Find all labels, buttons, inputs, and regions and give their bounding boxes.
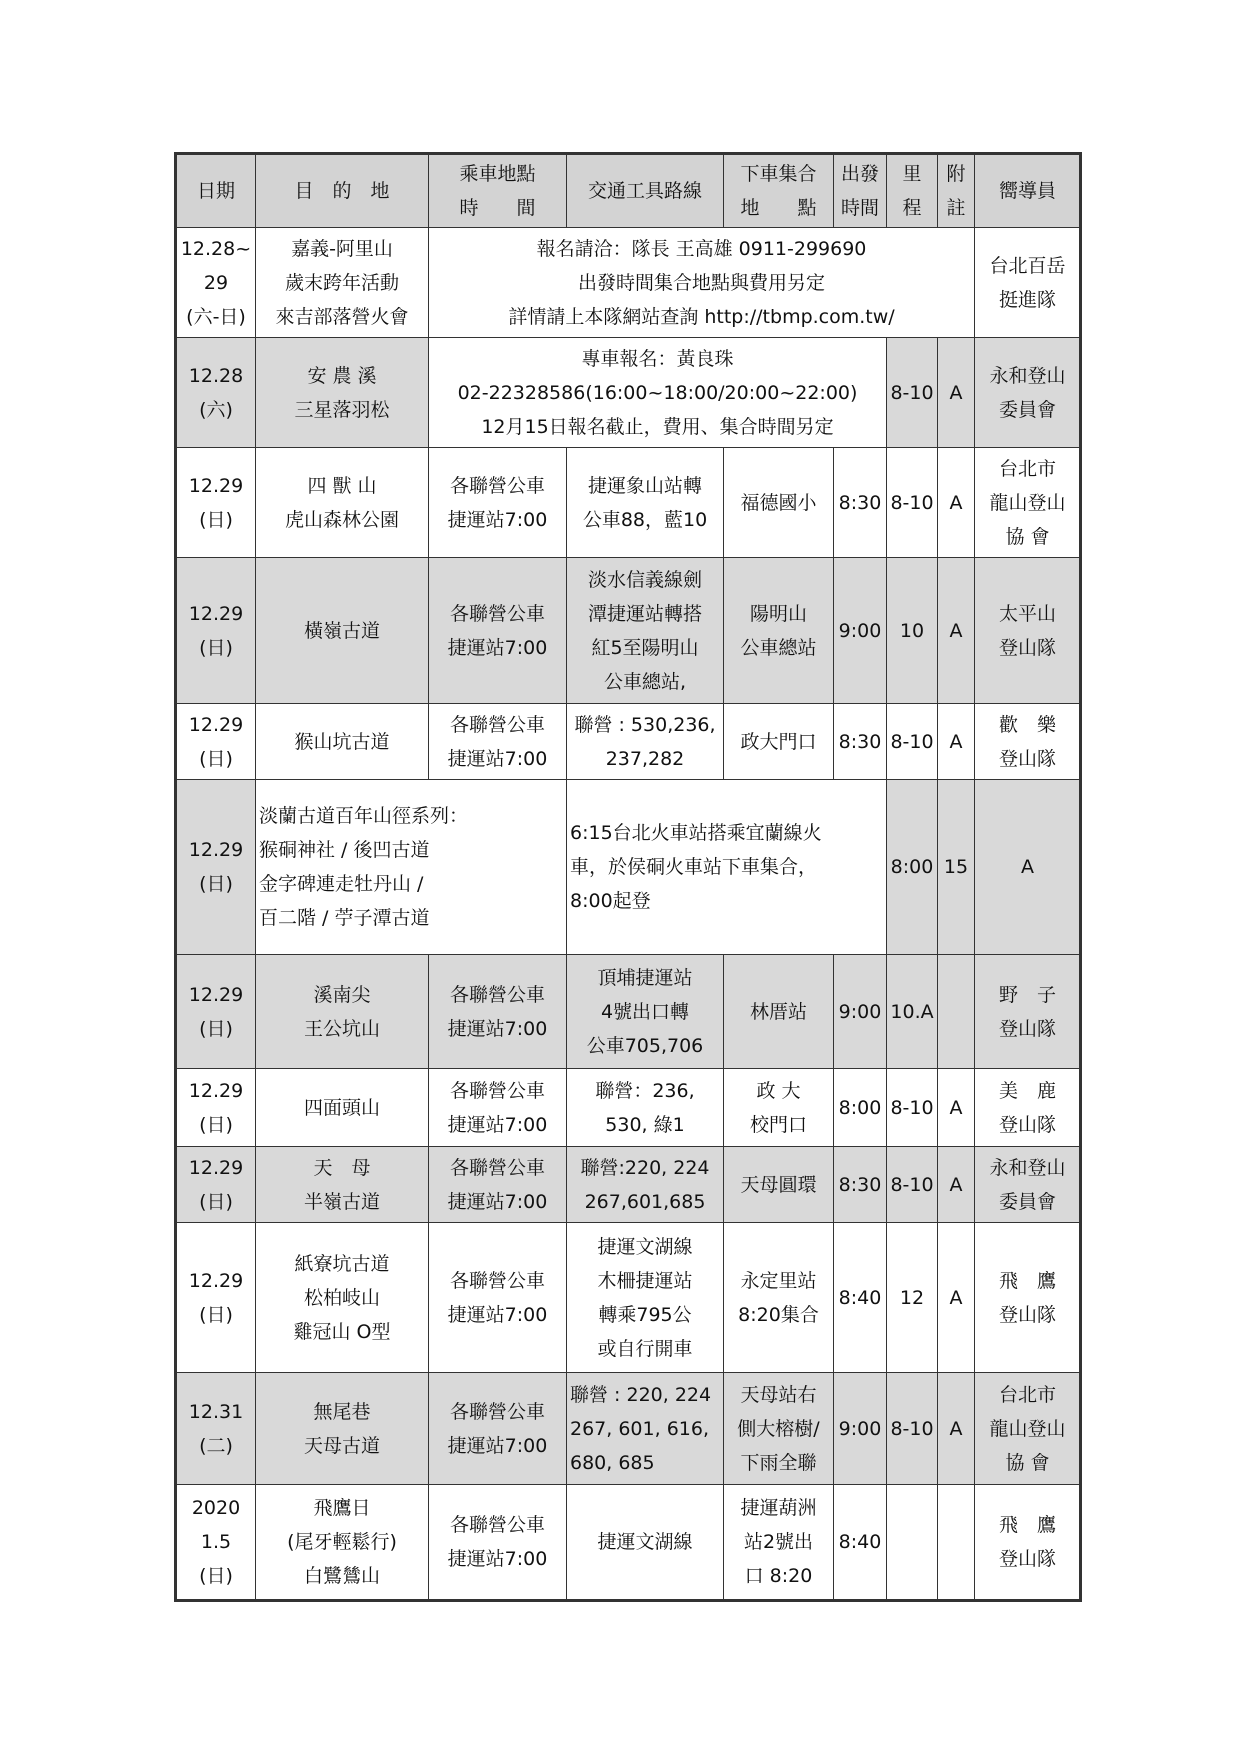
note-cell [938,955,975,1069]
note-cell: A [975,780,1081,955]
date-cell: 12.29 (日) [176,955,256,1069]
header-destination: 目 的 地 [256,154,429,228]
distance-cell [887,1485,938,1601]
note-cell: A [938,558,975,704]
distance-cell: 8-10 [887,338,938,448]
guide-cell: 永和登山 委員會 [975,338,1081,448]
destination-cell: 飛鷹日 (尾牙輕鬆行) 白鷺鷥山 [256,1485,429,1601]
departure-cell: 9:00 [834,558,887,704]
schedule-table [174,152,1082,1602]
departure-cell: 8:30 [834,704,887,780]
guide-cell: 太平山 登山隊 [975,558,1081,704]
destination-cell: 天 母 半嶺古道 [256,1147,429,1223]
route-cell: 捷運文湖線 [567,1485,724,1601]
table-row [176,1373,1081,1485]
distance-cell: 8-10 [887,1147,938,1223]
departure-cell: 8:30 [834,448,887,558]
guide-cell: 永和登山 委員會 [975,1147,1081,1223]
guide-cell: 台北市 龍山登山 協 會 [975,1373,1081,1485]
guide-cell: 台北百岳 挺進隊 [975,228,1081,338]
table-row [176,1485,1081,1601]
note-cell: A [938,1373,975,1485]
guide-cell: 飛 鷹 登山隊 [975,1485,1081,1601]
table-row [176,1223,1081,1373]
destination-cell: 安 農 溪 三星落羽松 [256,338,429,448]
date-cell: 12.29 (日) [176,1069,256,1147]
departure-cell: 8:00 [887,780,938,955]
boarding-cell: 各聯營公車 捷運站7:00 [429,1147,567,1223]
table-row [176,704,1081,780]
note-cell: A [938,1223,975,1373]
table-row [176,338,1081,448]
route-cell: 聯營 : 530,236, 237,282 [567,704,724,780]
distance-cell: 10.A [887,955,938,1069]
route-cell: 頂埔捷運站 4號出口轉 公車705,706 [567,955,724,1069]
destination-cell: 淡蘭古道百年山徑系列： 猴硐神社 / 後凹古道 金字碑連走牡丹山 / 百二階 / 苧子潭古道 [256,780,567,955]
table-row [176,780,1081,955]
guide-cell: 野 子 登山隊 [975,955,1081,1069]
note-cell: A [938,704,975,780]
route-cell: 淡水信義線劍 潭捷運站轉搭 紅5至陽明山 公車總站, [567,558,724,704]
meeting-cell: 福德國小 [724,448,834,558]
boarding-cell: 各聯營公車 捷運站7:00 [429,955,567,1069]
destination-cell: 無尾巷 天母古道 [256,1373,429,1485]
distance-cell: 8-10 [887,448,938,558]
date-cell: 12.29 (日) [176,704,256,780]
meeting-cell: 捷運葫洲 站2號出 口 8:20 [724,1485,834,1601]
departure-cell: 9:00 [834,955,887,1069]
header-distance: 里 程 [887,154,938,228]
meeting-cell: 天母圓環 [724,1147,834,1223]
table-row [176,228,1081,338]
meeting-cell: 政大門口 [724,704,834,780]
distance-cell: 8-10 [887,1069,938,1147]
boarding-cell: 各聯營公車 捷運站7:00 [429,1069,567,1147]
boarding-cell: 各聯營公車 捷運站7:00 [429,704,567,780]
header-date: 日期 [176,154,256,228]
meeting-cell: 陽明山 公車總站 [724,558,834,704]
guide-cell: 飛 鷹 登山隊 [975,1223,1081,1373]
table-row [176,448,1081,558]
distance-cell: 8-10 [887,1373,938,1485]
note-cell [938,1485,975,1601]
distance-cell: 8-10 [887,704,938,780]
distance-cell: 10 [887,558,938,704]
date-cell: 12.28 (六) [176,338,256,448]
boarding-cell: 各聯營公車 捷運站7:00 [429,1223,567,1373]
header-route: 交通工具路線 [567,154,724,228]
route-cell: 捷運象山站轉 公車88，藍10 [567,448,724,558]
destination-cell: 猴山坑古道 [256,704,429,780]
meeting-cell: 永定里站 8:20集合 [724,1223,834,1373]
header-boarding: 乘車地點 時 間 [429,154,567,228]
destination-cell: 四 獸 山 虎山森林公園 [256,448,429,558]
header-note: 附 註 [938,154,975,228]
date-cell: 12.29 (日) [176,1147,256,1223]
info-cell: 6:15台北火車站搭乘宜蘭線火 車，於侯硐火車站下車集合， 8:00起登 [567,780,887,955]
table-row [176,955,1081,1069]
date-cell: 2020 1.5 (日) [176,1485,256,1601]
distance-cell: 15 [938,780,975,955]
note-cell: A [938,1147,975,1223]
route-cell: 捷運文湖線 木柵捷運站 轉乘795公 或自行開車 [567,1223,724,1373]
note-cell: A [938,448,975,558]
info-cell: 專車報名：黃良珠 02-22328586(16:00~18:00/20:00~22:00) 12月15日報名截止，費用、集合時間另定 [429,338,887,448]
boarding-cell: 各聯營公車 捷運站7:00 [429,1373,567,1485]
boarding-cell: 各聯營公車 捷運站7:00 [429,448,567,558]
meeting-cell: 林厝站 [724,955,834,1069]
destination-cell: 四面頭山 [256,1069,429,1147]
header-guide: 嚮導員 [975,154,1081,228]
date-cell: 12.29 (日) [176,448,256,558]
date-cell: 12.29 (日) [176,1223,256,1373]
date-cell: 12.28~ 29 (六-日) [176,228,256,338]
boarding-cell: 各聯營公車 捷運站7:00 [429,558,567,704]
guide-cell: 台北市 龍山登山 協 會 [975,448,1081,558]
guide-cell: 美 鹿 登山隊 [975,1069,1081,1147]
departure-cell: 9:00 [834,1373,887,1485]
departure-cell: 8:40 [834,1485,887,1601]
note-cell: A [938,1069,975,1147]
boarding-cell: 各聯營公車 捷運站7:00 [429,1485,567,1601]
meeting-cell: 天母站右 側大榕樹/ 下雨全聯 [724,1373,834,1485]
destination-cell: 紙寮坑古道 松柏岐山 雞冠山 O型 [256,1223,429,1373]
info-cell: 報名請洽：隊長 王高雄 0911-299690 出發時間集合地點與費用另定 詳情請上本隊網站查詢 http://tbmp.com.tw/ [429,228,975,338]
date-cell: 12.31 (二) [176,1373,256,1485]
route-cell: 聯營 : 220, 224 267, 601, 616, 680, 685 [567,1373,724,1485]
table-row [176,1069,1081,1147]
departure-cell: 8:40 [834,1223,887,1373]
destination-cell: 橫嶺古道 [256,558,429,704]
departure-cell: 8:30 [834,1147,887,1223]
distance-cell: 12 [887,1223,938,1373]
route-cell: 聯營:220, 224 267,601,685 [567,1147,724,1223]
date-cell: 12.29 (日) [176,558,256,704]
destination-cell: 嘉義-阿里山 歲末跨年活動 來吉部落營火會 [256,228,429,338]
date-cell: 12.29 (日) [176,780,256,955]
note-cell: A [938,338,975,448]
table-row [176,558,1081,704]
header-row [176,154,1081,228]
header-departure: 出發 時間 [834,154,887,228]
departure-cell: 8:00 [834,1069,887,1147]
header-meeting: 下車集合 地 點 [724,154,834,228]
route-cell: 聯營：236, 530, 綠1 [567,1069,724,1147]
guide-cell: 歡 樂 登山隊 [975,704,1081,780]
meeting-cell: 政 大 校門口 [724,1069,834,1147]
destination-cell: 溪南尖 王公坑山 [256,955,429,1069]
table-row [176,1147,1081,1223]
